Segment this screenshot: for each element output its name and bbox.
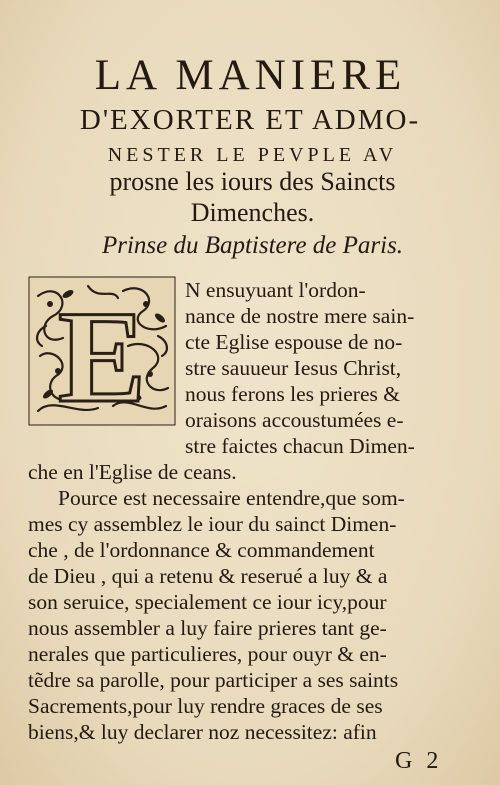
title-line-4: prosne les iours des Saincts	[109, 167, 396, 196]
body-line: tẽdre sa parolle, pour participer a ses saints	[28, 668, 399, 692]
decorated-initial-e	[28, 276, 176, 426]
body-line: nerales que particulieres, pour ouyr & en-	[28, 642, 387, 666]
signature-mark: G 2	[395, 748, 443, 774]
body-line: de Dieu , qui a retenu & reserué a luy & a	[28, 564, 388, 588]
body-line: nous ferons les prieres &	[185, 382, 400, 406]
body-line: stre sauueur Iesus Christ,	[185, 356, 402, 380]
body-line: che , de l'ordonnance & commandement	[28, 538, 375, 562]
body-line: stre faictes chacun Dimen-	[185, 434, 415, 458]
body-line: nance de nostre mere sain-	[185, 304, 415, 328]
title-line-1: LA MANIERE	[94, 52, 407, 99]
body-line: mes cy assemblez le iour du sainct Dimen-	[28, 512, 397, 536]
source-subtitle: Prinse du Baptistere de Paris.	[101, 232, 404, 259]
svg-text:E: E	[57, 283, 147, 426]
body-line: oraisons accoustumées e-	[185, 408, 404, 432]
title-line-5: Dimenches.	[190, 198, 315, 227]
body-line: N ensuyuant l'ordon-	[185, 278, 366, 302]
title-line-2: D'EXORTER ET ADMO-	[79, 104, 421, 136]
body-line: Sacrements,pour luy rendre graces de ses	[28, 694, 383, 718]
body-line: Pource est necessaire entendre,que som-	[58, 486, 405, 510]
body-line: cte Eglise espouse de no-	[185, 330, 403, 354]
body-line: biens,& luy declarer noz necessitez: afin	[28, 720, 377, 744]
title-line-3: NESTER LE PEVPLE AV	[107, 144, 398, 166]
body-line: nous assembler a luy faire prieres tant ge-	[28, 616, 387, 640]
body-line: son seruice, specialement ce iour icy,pour	[28, 590, 387, 614]
body-line: che en l'Eglise de ceans.	[28, 460, 237, 484]
